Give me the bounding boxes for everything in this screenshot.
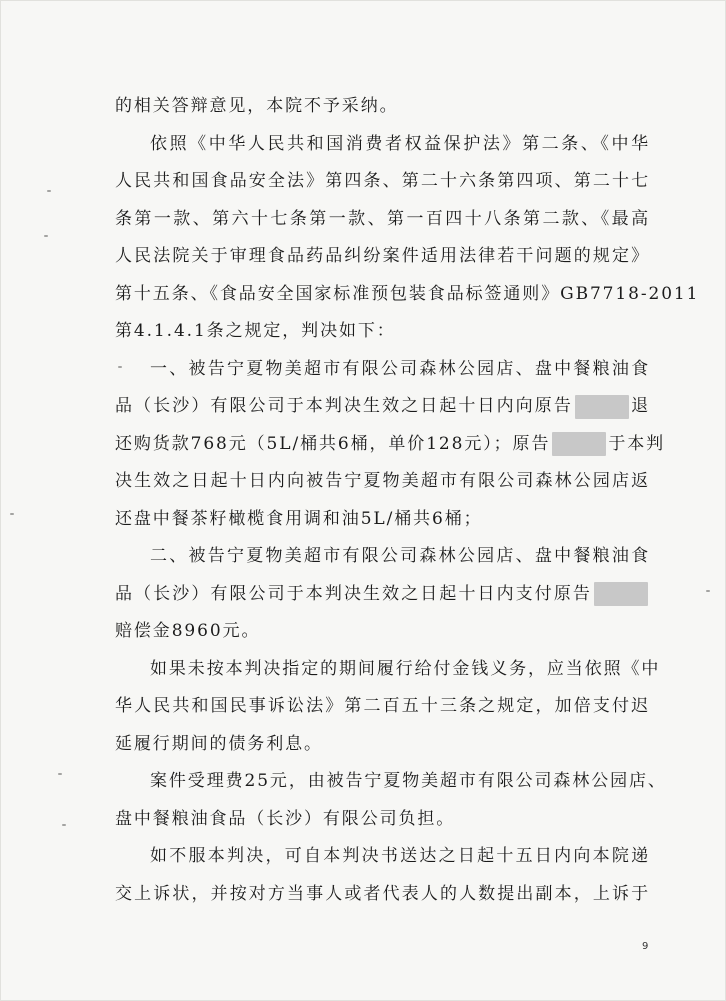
text-line-9 [115,388,650,426]
text-line-5: 人民法院关于审理食品药品纠纷案件适用法律若干问题的规定》 [115,246,650,266]
text-line-16: 如果未按本判决指定的期间履行给付金钱义务，应当依照《中 [150,658,661,679]
scan-speck [44,235,48,237]
text-line-6: 第十五条、《食品安全国家标准预包装食品标签通则》GB7718-2011 [115,283,700,304]
text-line-14-part-1: 品（长沙）有限公司于本判决生效之日起十日内支付原告 [115,583,592,604]
redaction-mask [594,582,648,606]
text-line-4: 条第一款、第六十七条第一款、第一百四十八条第二款、《最高 [115,208,650,229]
text-line-17: 华人民共和国民事诉讼法》第二百五十三条之规定，加倍支付迟 [115,696,650,716]
text-line-9-part-2: 退 [630,396,650,416]
judgment-text [115,88,700,913]
text-line-22: 交上诉状，并按对方当事人或者代表人的人数提出副本，上诉于 [115,883,650,904]
text-line-11: 决生效之日起十日内向被告宁夏物美超市有限公司森林公园店返 [115,471,650,491]
text-line-3: 人民共和国食品安全法》第四条、第二十六条第四项、第二十七 [115,171,650,191]
page-number: 9 [642,941,649,952]
text-line-20: 盘中餐粮油食品（长沙）有限公司负担。 [115,808,456,829]
redaction-mask [552,432,606,456]
scan-speck [706,590,710,592]
text-line-10-part-2: 于本判 [608,433,666,454]
text-line-18: 延履行期间的债务利息。 [115,733,323,754]
text-line-8: 一、被告宁夏物美超市有限公司森林公园店、盘中餐粮油食 [150,358,650,379]
scan-speck [62,824,66,826]
text-line-14 [115,576,650,614]
scan-speck [10,513,14,515]
text-line-21: 如不服本判决，可自本判决书送达之日起十五日内向本院递 [150,846,650,866]
text-line-1: 的相关答辩意见，本院不予采纳。 [115,96,399,116]
scan-speck [118,366,122,368]
text-line-10-part-1: 还购货款768元（5L/桶共6桶，单价128元）；原告 [115,433,551,454]
scan-speck [47,190,51,192]
text-line-2: 依照《中华人民共和国消费者权益保护法》第二条、《中华 [150,133,650,154]
text-line-10 [115,426,666,464]
scan-speck [58,773,62,775]
text-line-15: 赔偿金8960元。 [115,621,261,641]
text-line-12: 还盘中餐茶籽橄榄食用调和油5L/桶共6桶； [115,508,483,529]
text-line-13: 二、被告宁夏物美超市有限公司森林公园店、盘中餐粮油食 [150,546,650,566]
text-line-19: 案件受理费25元，由被告宁夏物美超市有限公司森林公园店、 [150,771,667,791]
text-line-7: 第4.1.4.1条之规定，判决如下： [115,321,396,341]
text-line-9-part-1: 品（长沙）有限公司于本判决生效之日起十日内向原告 [115,396,573,416]
redaction-mask [575,395,629,419]
